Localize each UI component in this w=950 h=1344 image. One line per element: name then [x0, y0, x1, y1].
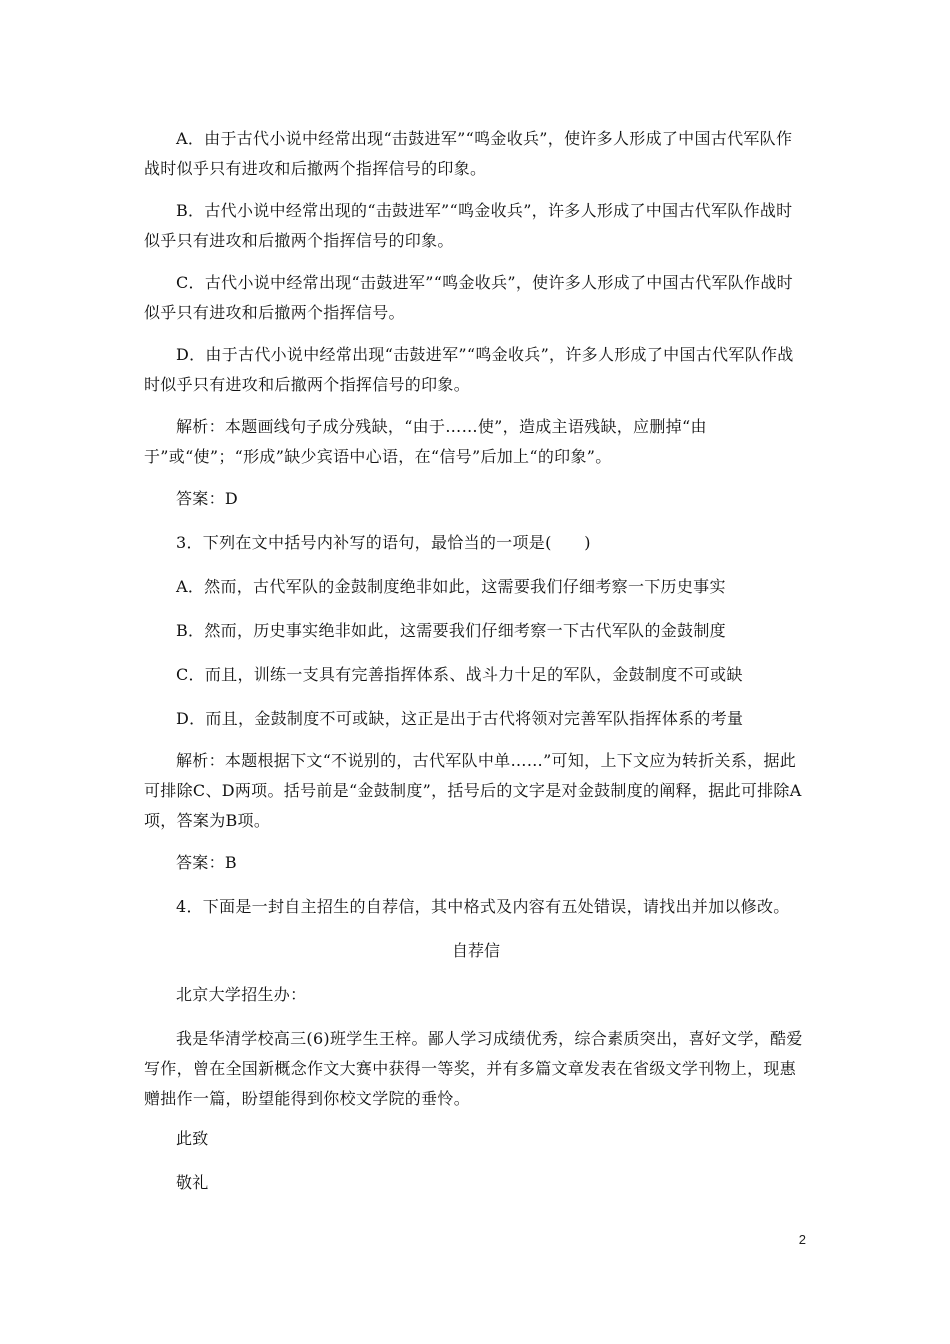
- answer-line-2: 答案：B: [176, 853, 237, 872]
- letter-closing-2: 敬礼: [176, 1173, 209, 1192]
- analysis-paragraph-2: 解析：本题根据下文“不说别的，古代军队中单……”可知，上下文应为转折关系，据此可排除C、D两项。括号前是“金鼓制度”，括号后的文字是对金鼓制度的阐释，据此可排除A项，答案为B项。: [144, 751, 802, 830]
- question-4: 4．下面是一封自主招生的自荐信，其中格式及内容有五处错误，请找出并加以修改。: [176, 897, 790, 916]
- option-b-paragraph: B．古代小说中经常出现的“击鼓进军”“鸣金收兵”，许多人形成了中国古代军队作战时似乎只有进攻和后撤两个指挥信号的印象。: [144, 201, 793, 250]
- answer-line: 答案：D: [176, 489, 239, 508]
- option-a-paragraph: A．由于古代小说中经常出现“击鼓进军”“鸣金收兵”，使许多人形成了中国古代军队作战时似乎只有进攻和后撤两个指挥信号的印象。: [144, 129, 793, 178]
- letter-title: 自荐信: [451, 941, 500, 960]
- question-3-option-d: D．而且，金鼓制度不可或缺，这正是出于古代将领对完善军队指挥体系的考量: [176, 709, 744, 728]
- question-3-option-a: A．然而，古代军队的金鼓制度绝非如此，这需要我们仔细考察一下历史事实: [176, 577, 726, 596]
- analysis-paragraph: 解析：本题画线句子成分残缺，“由于……使”，造成主语残缺，应删掉“由于”或“使”；“形成”缺少宾语中心语，在“信号”后加上“的印象”。: [144, 417, 707, 466]
- option-c-paragraph: C．古代小说中经常出现“击鼓进军”“鸣金收兵”，使许多人形成了中国古代军队作战时似乎只有进攻和后撤两个指挥信号。: [144, 273, 793, 322]
- letter-salutation: 北京大学招生办：: [176, 985, 307, 1004]
- page-number: 2: [798, 1232, 806, 1247]
- question-3: 3．下列在文中括号内补写的语句，最恰当的一项是( ): [176, 533, 591, 552]
- letter-closing-1: 此致: [176, 1129, 209, 1148]
- letter-body: 我是华清学校高三(6)班学生王梓。鄙人学习成绩优秀，综合素质突出，喜好文学，酷爱写作，曾在全国新概念作文大赛中获得一等奖，并有多篇文章发表在省级文学刊物上，现惠赠拙作一篇，盼望能得到你校文学院的垂怜。: [144, 1029, 803, 1108]
- question-3-option-c: C．而且，训练一支具有完善指挥体系、战斗力十足的军队，金鼓制度不可或缺: [176, 665, 743, 684]
- option-d-paragraph: D．由于古代小说中经常出现“击鼓进军”“鸣金收兵”，许多人形成了中国古代军队作战时似乎只有进攻和后撤两个指挥信号的印象。: [144, 345, 794, 394]
- question-3-option-b: B．然而，历史事实绝非如此，这需要我们仔细考察一下古代军队的金鼓制度: [176, 621, 726, 640]
